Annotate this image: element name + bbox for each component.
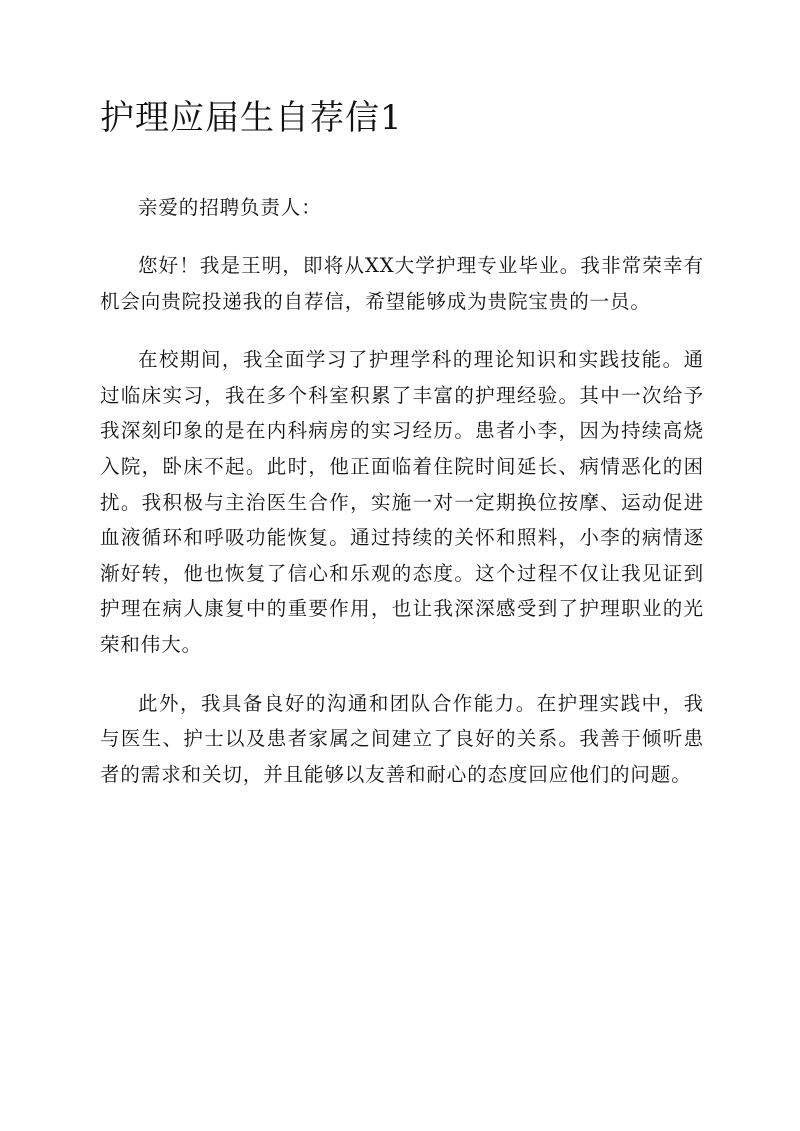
- paragraph-intro: 您好！我是王明，即将从XX大学护理专业毕业。我非常荣幸有机会向贵院投递我的自荐信，希望能够成为贵院宝贵的一员。: [100, 254, 704, 313]
- paragraph-skills: 此外，我具备良好的沟通和团队合作能力。在护理实践中，我与医生、护士以及患者家属之间建立了良好的关系。我善于倾听患者的需求和关切，并且能够以友善和耐心的态度回应他们的问题。: [100, 691, 704, 786]
- letter-body: [100, 190, 704, 815]
- document-title: 护理应届生自荐信1: [100, 98, 403, 138]
- paragraph-experience: 在校期间，我全面学习了护理学科的理论知识和实践技能。通过临床实习，我在多个科室积累了丰富的护理经验。其中一次给予我深刻印象的是在内科病房的实习经历。患者小李，因为持续高烧入院，卧床不起。此时，他正面临着住院时间延长、病情恶化的困扰。我积极与主治医生合作，实施一对一定期换位按摩、运动促进血液循环和呼吸功能恢复。通过持续的关怀和照料，小李的病情逐渐好转，他也恢复了信心和乐观的态度。这个过程不仅让我见证到护理在病人康复中的重要作用，也让我深深感受到了护理职业的光荣和伟大。: [100, 348, 704, 656]
- letter-greeting: 亲爱的招聘负责人：: [138, 196, 322, 219]
